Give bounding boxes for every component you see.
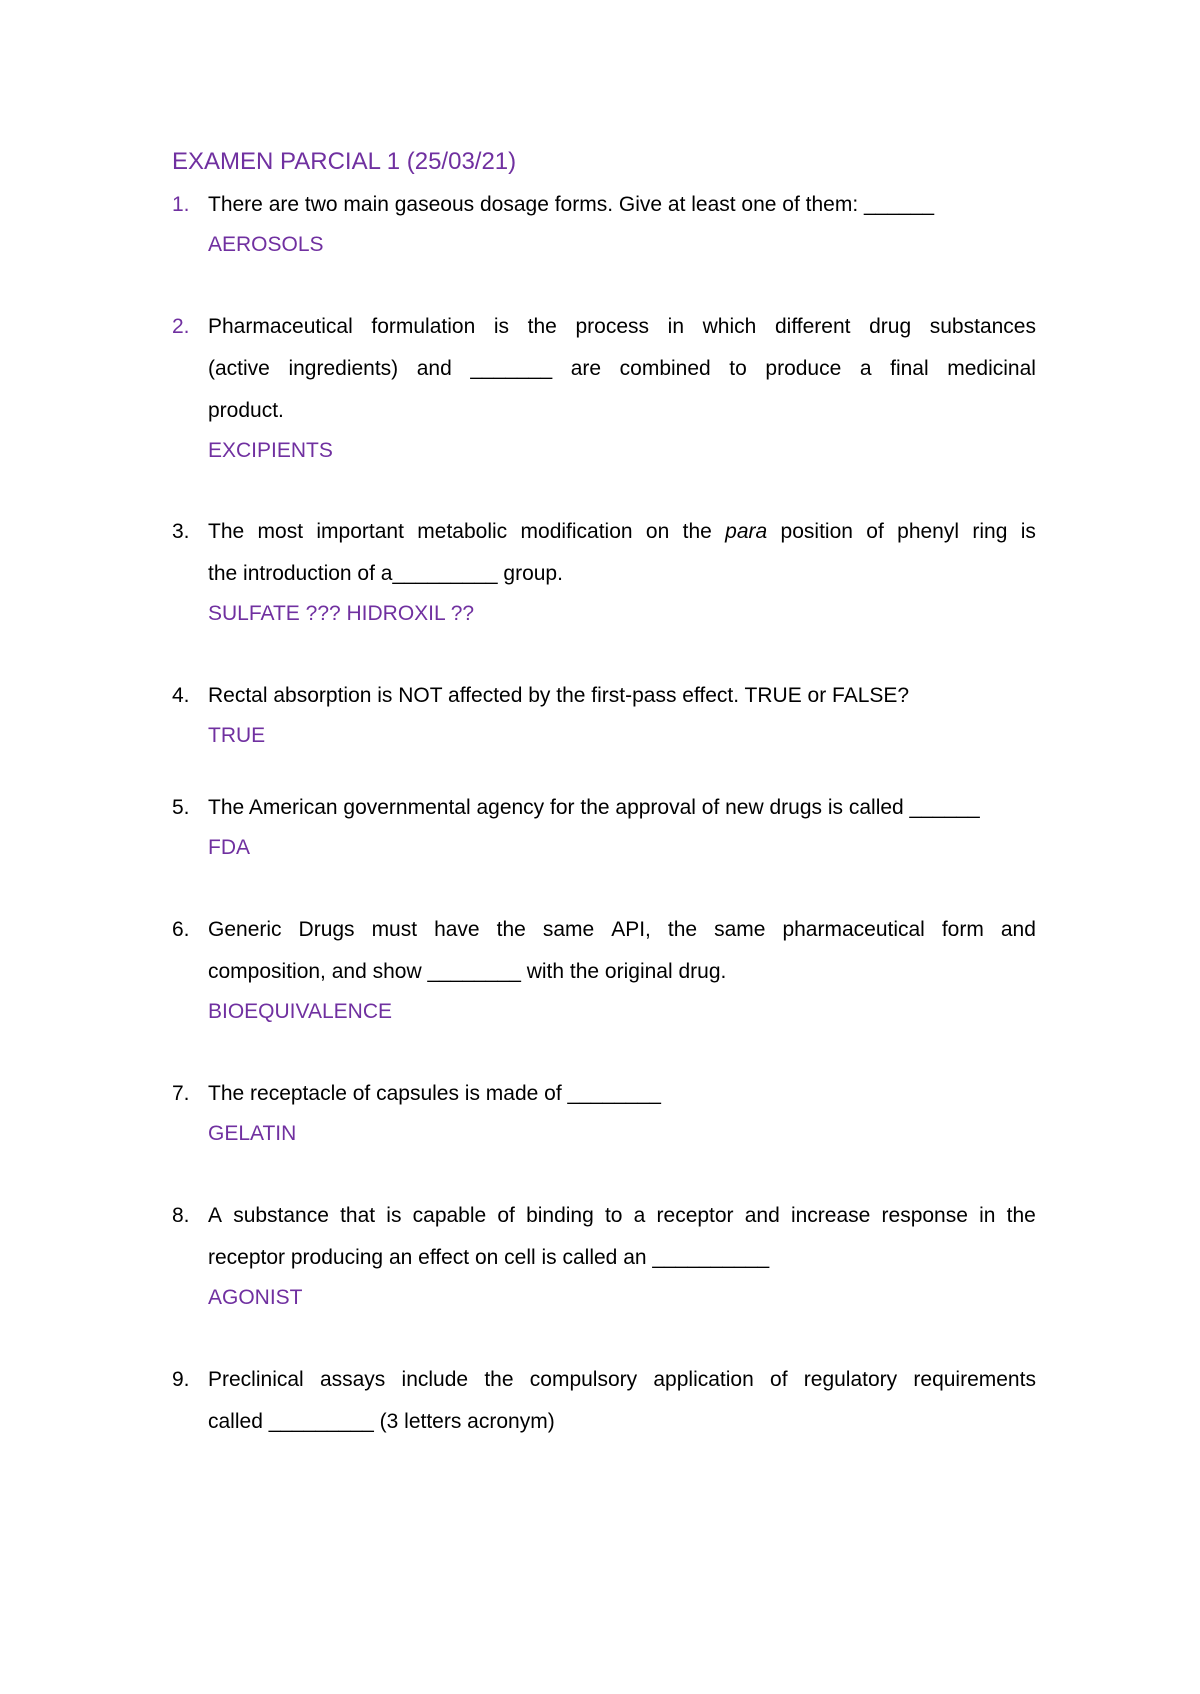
word: ingredients) (288, 357, 399, 380)
word: of (497, 1204, 515, 1227)
word: application (653, 1368, 754, 1391)
word: _______ (470, 357, 553, 380)
word: medicinal (947, 357, 1036, 380)
question-number: 4. (172, 684, 190, 707)
word: Drugs (298, 918, 355, 941)
question-number: 8. (172, 1204, 190, 1227)
word: substances (929, 315, 1036, 338)
word: most (257, 520, 304, 543)
word-italic: para (725, 520, 768, 543)
word: assays (319, 1368, 386, 1391)
word: ring (972, 520, 1008, 543)
question-text: called _________ (3 letters acronym) (208, 1410, 555, 1433)
word: phenyl (897, 520, 960, 543)
question-text-line-justified (208, 1368, 1036, 1392)
word: final (890, 357, 929, 380)
word: the (667, 918, 698, 941)
word: the (1006, 1204, 1036, 1227)
word: different (774, 315, 851, 338)
word: regulatory (803, 1368, 898, 1391)
word: of (770, 1368, 788, 1391)
word: the (496, 918, 526, 941)
word: metabolic (417, 520, 508, 543)
word: a (633, 1204, 646, 1227)
question-text: composition, and show ________ with the original drug. (208, 960, 727, 983)
word: A (208, 1204, 223, 1227)
word: the (682, 520, 712, 543)
question-text: the introduction of a_________ group. (208, 562, 563, 585)
word: substance (233, 1204, 329, 1227)
word: and (1000, 918, 1036, 941)
word: which (702, 315, 757, 338)
word: include (401, 1368, 469, 1391)
question-text: product. (208, 399, 284, 422)
word: are (570, 357, 602, 380)
word: Preclinical (208, 1368, 304, 1391)
word: and (744, 1204, 780, 1227)
word: is (1020, 520, 1036, 543)
question-number: 9. (172, 1368, 190, 1391)
word: pharmaceutical (782, 918, 925, 941)
question-text: There are two main gaseous dosage forms. Give at least one of them: ______ (208, 193, 935, 216)
word: Generic (208, 918, 282, 941)
word: form (941, 918, 984, 941)
question-text: receptor producing an effect on cell is called an __________ (208, 1246, 770, 1269)
question-text: The American governmental agency for the approval of new drugs is called ______ (208, 796, 980, 819)
question-number: 3. (172, 520, 190, 543)
answer-text: FDA (208, 836, 250, 859)
word: combined (619, 357, 711, 380)
page-title: EXAMEN PARCIAL 1 (25/03/21) (172, 148, 517, 175)
answer-text: AGONIST (208, 1286, 303, 1309)
word: on (645, 520, 670, 543)
answer-text: TRUE (208, 724, 266, 747)
word: receptor (656, 1204, 734, 1227)
word: that (340, 1204, 376, 1227)
word: to (729, 357, 747, 380)
word: of (866, 520, 884, 543)
word: a (859, 357, 872, 380)
word: modification (520, 520, 633, 543)
question-number: 5. (172, 796, 190, 819)
question-text-line-justified (208, 315, 1036, 339)
answer-text: BIOEQUIVALENCE (208, 1000, 392, 1023)
word: response (881, 1204, 968, 1227)
question-text-line-justified (208, 1204, 1036, 1228)
word: increase (790, 1204, 871, 1227)
word: position (780, 520, 853, 543)
word: drug (869, 315, 912, 338)
word: is (493, 315, 510, 338)
word: same (542, 918, 595, 941)
question-number: 7. (172, 1082, 190, 1105)
word: is (386, 1204, 402, 1227)
word: important (316, 520, 404, 543)
word: to (604, 1204, 623, 1227)
question-number: 1. (172, 193, 190, 216)
answer-text: SULFATE ??? HIDROXIL ?? (208, 602, 475, 625)
word: in (979, 1204, 996, 1227)
word: capable (412, 1204, 487, 1227)
question-text: The receptacle of capsules is made of ________ (208, 1082, 661, 1105)
word: and (416, 357, 452, 380)
word: formulation (371, 315, 476, 338)
word: API, (611, 918, 651, 941)
answer-text: GELATIN (208, 1122, 297, 1145)
word: in (667, 315, 685, 338)
word: produce (765, 357, 842, 380)
word: Pharmaceutical (208, 315, 353, 338)
answer-text: EXCIPIENTS (208, 439, 333, 462)
word: same (714, 918, 766, 941)
word: (active (208, 357, 270, 380)
answer-text: AEROSOLS (208, 233, 324, 256)
question-text: Rectal absorption is NOT affected by the first-pass effect. TRUE or FALSE? (208, 684, 910, 707)
question-number: 2. (172, 315, 190, 338)
word: have (434, 918, 480, 941)
word: process (575, 315, 650, 338)
question-text-line-justified (208, 918, 1036, 942)
question-text-line-justified (208, 357, 1036, 381)
word: must (371, 918, 418, 941)
question-text-line-justified (208, 520, 1036, 544)
word: requirements (913, 1368, 1036, 1391)
word: compulsory (529, 1368, 638, 1391)
word: The (208, 520, 245, 543)
word: the (527, 315, 557, 338)
word: the (484, 1368, 514, 1391)
question-number: 6. (172, 918, 190, 941)
word: binding (526, 1204, 594, 1227)
